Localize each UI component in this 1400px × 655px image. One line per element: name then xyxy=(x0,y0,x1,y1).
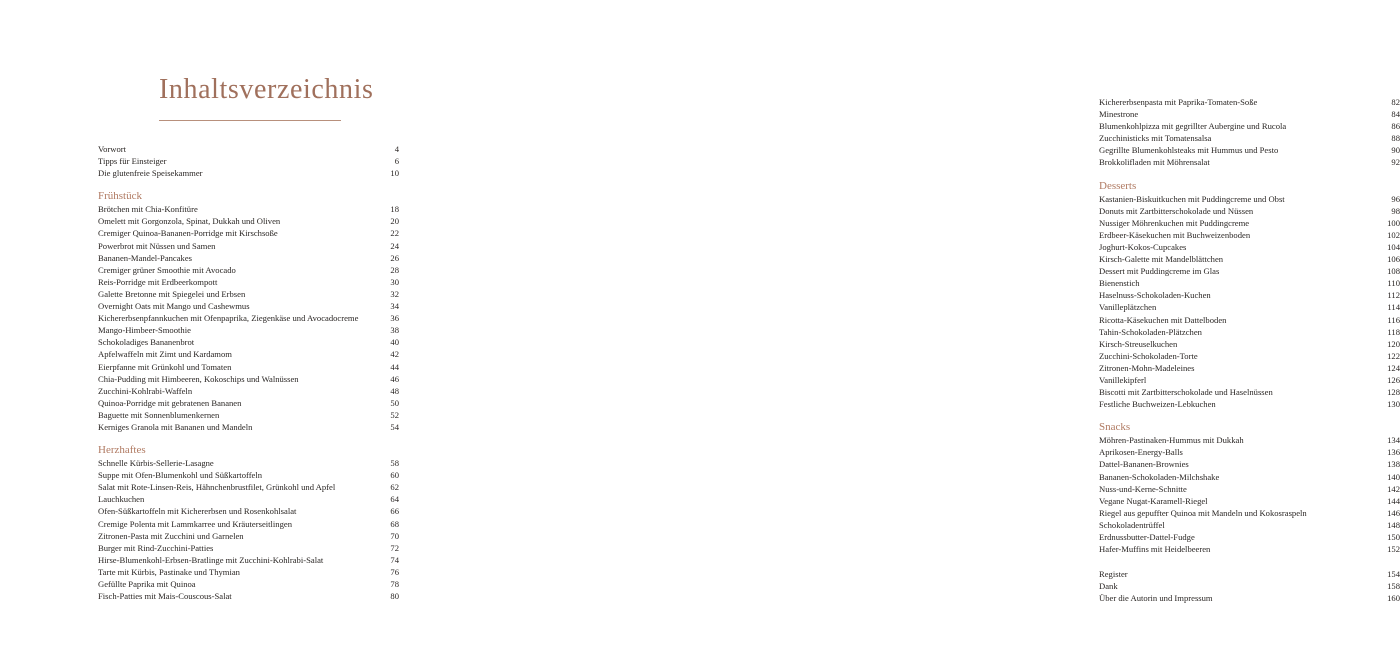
toc-entry-page-number: 58 xyxy=(390,458,399,469)
toc-entry-page-number: 78 xyxy=(390,579,399,589)
toc-entry-page-number: 92 xyxy=(1391,157,1400,168)
toc-entry xyxy=(1099,458,1400,470)
toc-entry xyxy=(98,530,399,542)
toc-entry-page-number: 66 xyxy=(390,506,399,517)
toc-entry-title: Erdbeer-Käsekuchen mit Buchweizenboden xyxy=(1099,229,1251,240)
toc-entry-page-number: 10 xyxy=(390,168,399,179)
toc-entry-page-number: 160 xyxy=(1387,593,1400,604)
toc-entry-title: Ricotta-Käsekuchen mit Dattelboden xyxy=(1099,314,1227,325)
toc-entry-page-number: 64 xyxy=(390,494,399,505)
page-title: Inhaltsverzeichnis xyxy=(159,74,374,105)
toc-entry-title: Kerniges Granola mit Bananen und Mandeln xyxy=(98,421,253,432)
toc-entry-title: Vanilleplätzchen xyxy=(1099,302,1157,313)
toc-entry-title: Dank xyxy=(1099,581,1118,592)
toc-entry xyxy=(1099,241,1400,253)
toc-entry xyxy=(98,203,399,215)
toc-entry xyxy=(98,469,399,481)
toc-entry xyxy=(1099,531,1400,543)
title-underline xyxy=(159,120,341,121)
toc-entry-page-number: 62 xyxy=(390,482,399,493)
toc-entry xyxy=(1099,326,1400,338)
intro-list xyxy=(98,143,399,179)
toc-entry-title: Powerbrot mit Nüssen und Samen xyxy=(98,240,216,251)
toc-entry xyxy=(1099,289,1400,301)
toc-entry-page-number: 102 xyxy=(1387,229,1400,240)
toc-entry xyxy=(1099,434,1400,446)
toc-entry xyxy=(1099,580,1400,592)
toc-entry-title: Zitronen-Pasta mit Zucchini und Garnelen xyxy=(98,530,244,541)
toc-entry xyxy=(1099,120,1400,132)
toc-entry xyxy=(98,361,399,373)
toc-entry-title: Lauchkuchen xyxy=(98,494,145,505)
toc-entry-page-number: 20 xyxy=(390,216,399,227)
toc-entry-page-number: 158 xyxy=(1387,581,1400,592)
toc-entry-title: Minestrone xyxy=(1099,109,1139,120)
toc-entry-page-number: 32 xyxy=(390,288,399,299)
toc-entry-page-number: 112 xyxy=(1387,290,1400,301)
toc-entry xyxy=(1099,519,1400,531)
toc-entry-page-number: 140 xyxy=(1387,471,1400,482)
toc-entry-title: Gegrillte Blumenkohlsteaks mit Hummus und Pesto xyxy=(1099,145,1279,156)
toc-entry xyxy=(1099,398,1400,410)
toc-entry-title: Chia-Pudding mit Himbeeren, Kokoschips und Walnüssen xyxy=(98,373,299,384)
toc-entry xyxy=(1099,350,1400,362)
snacks-list xyxy=(1099,434,1400,555)
toc-entry-page-number: 42 xyxy=(390,349,399,360)
toc-entry-page-number: 148 xyxy=(1387,519,1400,530)
toc-right-column xyxy=(1099,96,1400,604)
toc-entry-page-number: 34 xyxy=(390,301,399,312)
toc-entry-title: Dattel-Bananen-Brownies xyxy=(1099,459,1189,470)
toc-entry xyxy=(1099,301,1400,313)
toc-entry-title: Mango-Himbeer-Smoothie xyxy=(98,325,191,336)
toc-entry-title: Schnelle Kürbis-Sellerie-Lasagne xyxy=(98,458,214,469)
toc-entry xyxy=(1099,483,1400,495)
section-heading-herzhaftes: Herzhaftes xyxy=(98,444,146,457)
toc-entry-page-number: 142 xyxy=(1387,483,1400,494)
toc-entry-page-number: 82 xyxy=(1391,97,1400,107)
toc-entry-title: Ofen-Süßkartoffeln mit Kichererbsen und Rosenkohlsalat xyxy=(98,506,297,517)
toc-entry xyxy=(98,288,399,300)
toc-entry-page-number: 48 xyxy=(390,385,399,396)
toc-entry xyxy=(1099,144,1400,156)
toc-entry-title: Brokkolifladen mit Möhrensalat xyxy=(1099,157,1210,168)
toc-entry xyxy=(98,590,399,602)
toc-entry-title: Festliche Buchweizen-Lebkuchen xyxy=(1099,399,1216,410)
toc-entry-page-number: 130 xyxy=(1387,399,1400,410)
toc-entry-title: Quinoa-Porridge mit gebratenen Bananen xyxy=(98,397,242,408)
toc-entry xyxy=(98,240,399,252)
toc-entry xyxy=(98,336,399,348)
toc-entry-page-number: 46 xyxy=(390,373,399,384)
toc-entry xyxy=(98,566,399,578)
toc-entry-title: Bananen-Mandel-Pancakes xyxy=(98,252,193,263)
toc-entry-page-number: 134 xyxy=(1387,435,1400,446)
toc-entry-title: Gefüllte Paprika mit Quinoa xyxy=(98,579,196,589)
toc-entry-title: Kastanien-Biskuitkuchen mit Puddingcreme und Obst xyxy=(1099,193,1285,204)
toc-entry-page-number: 128 xyxy=(1387,387,1400,398)
toc-entry-title: Eierpfanne mit Grünkohl und Tomaten xyxy=(98,361,232,372)
toc-entry-title: Tahin-Schokoladen-Plätzchen xyxy=(1099,326,1202,337)
toc-entry xyxy=(1099,374,1400,386)
toc-entry-title: Suppe mit Ofen-Blumenkohl und Süßkartoffeln xyxy=(98,470,263,481)
toc-entry-page-number: 76 xyxy=(390,566,399,577)
toc-entry-title: Hirse-Blumenkohl-Erbsen-Bratlinge mit Zucchini-Kohlrabi-Salat xyxy=(98,554,324,565)
toc-entry-page-number: 36 xyxy=(390,313,399,324)
toc-entry-title: Apfelwaffeln mit Zimt und Kardamom xyxy=(98,349,232,360)
toc-entry xyxy=(1099,96,1400,108)
toc-entry-page-number: 126 xyxy=(1387,374,1400,385)
left-page xyxy=(0,0,500,655)
toc-entry xyxy=(98,505,399,517)
toc-entry xyxy=(98,312,399,324)
toc-entry-title: Riegel aus gepuffter Quinoa mit Mandeln und Kokosraspeln xyxy=(1099,507,1307,518)
toc-entry-page-number: 28 xyxy=(390,264,399,275)
toc-entry xyxy=(1099,386,1400,398)
desserts-list xyxy=(1099,193,1400,411)
toc-entry xyxy=(98,481,399,493)
toc-entry-title: Vanillekipferl xyxy=(1099,374,1147,385)
toc-entry xyxy=(1099,132,1400,144)
toc-entry-page-number: 54 xyxy=(390,421,399,432)
toc-entry-page-number: 124 xyxy=(1387,362,1400,373)
toc-entry-page-number: 44 xyxy=(390,361,399,372)
toc-entry xyxy=(1099,229,1400,241)
toc-entry-page-number: 50 xyxy=(390,397,399,408)
toc-entry-page-number: 72 xyxy=(390,542,399,553)
toc-entry xyxy=(1099,217,1400,229)
toc-entry xyxy=(1099,592,1400,604)
right-page xyxy=(500,0,1400,655)
toc-entry-page-number: 6 xyxy=(394,156,399,167)
toc-entry-page-number: 146 xyxy=(1387,507,1400,518)
toc-entry xyxy=(98,276,399,288)
herzhaftes-continued-list xyxy=(1099,96,1400,169)
toc-entry xyxy=(98,300,399,312)
toc-entry-title: Haselnuss-Schokoladen-Kuchen xyxy=(1099,290,1211,301)
toc-entry xyxy=(98,542,399,554)
toc-entry xyxy=(98,554,399,566)
toc-entry-title: Schokoladiges Bananenbrot xyxy=(98,337,195,348)
toc-entry-title: Blumenkohlpizza mit gegrillter Aubergine und Rucola xyxy=(1099,121,1287,132)
toc-entry-page-number: 40 xyxy=(390,337,399,348)
toc-entry xyxy=(1099,507,1400,519)
toc-entry-page-number: 24 xyxy=(390,240,399,251)
toc-entry-title: Kirsch-Streuselkuchen xyxy=(1099,338,1178,349)
toc-entry-page-number: 116 xyxy=(1387,314,1400,325)
toc-entry xyxy=(98,421,399,433)
toc-entry-title: Joghurt-Kokos-Cupcakes xyxy=(1099,241,1187,252)
toc-entry-title: Aprikosen-Energy-Balls xyxy=(1099,447,1183,458)
toc-entry xyxy=(98,373,399,385)
toc-entry-title: Schokoladentrüffel xyxy=(1099,519,1165,530)
toc-entry-title: Über die Autorin und Impressum xyxy=(1099,593,1213,604)
toc-entry-page-number: 68 xyxy=(390,518,399,529)
toc-entry-page-number: 118 xyxy=(1387,326,1400,337)
toc-entry-title: Vorwort xyxy=(98,144,127,154)
toc-entry-page-number: 38 xyxy=(390,325,399,336)
toc-entry-page-number: 22 xyxy=(390,228,399,239)
toc-entry xyxy=(98,227,399,239)
toc-entry-page-number: 138 xyxy=(1387,459,1400,470)
toc-entry-page-number: 86 xyxy=(1391,121,1400,132)
toc-entry-page-number: 74 xyxy=(390,554,399,565)
appendix-list xyxy=(1099,568,1400,604)
toc-entry-title: Die glutenfreie Speisekammer xyxy=(98,168,203,179)
toc-entry xyxy=(1099,108,1400,120)
toc-entry-page-number: 110 xyxy=(1387,278,1400,289)
toc-entry-page-number: 154 xyxy=(1387,569,1400,580)
toc-entry-page-number: 114 xyxy=(1387,302,1400,313)
toc-entry-title: Kichererbsenpasta mit Paprika-Tomaten-Soße xyxy=(1099,97,1258,107)
toc-entry-page-number: 98 xyxy=(1391,205,1400,216)
toc-entry-title: Overnight Oats mit Mango und Cashewmus xyxy=(98,301,250,312)
toc-entry xyxy=(98,143,399,155)
toc-entry xyxy=(1099,495,1400,507)
toc-entry-page-number: 60 xyxy=(390,470,399,481)
toc-entry-title: Vegane Nugat-Karamell-Riegel xyxy=(1099,495,1208,506)
toc-entry-title: Brötchen mit Chia-Konfitüre xyxy=(98,204,198,215)
toc-entry-page-number: 120 xyxy=(1387,338,1400,349)
toc-entry xyxy=(1099,156,1400,168)
toc-entry xyxy=(98,167,399,179)
toc-entry-page-number: 100 xyxy=(1387,217,1400,228)
toc-entry-title: Zucchini-Schokoladen-Torte xyxy=(1099,350,1198,361)
toc-entry-page-number: 90 xyxy=(1391,145,1400,156)
toc-entry-page-number: 106 xyxy=(1387,254,1400,265)
toc-entry-title: Cremiger Quinoa-Bananen-Porridge mit Kirschsoße xyxy=(98,228,278,239)
toc-entry-title: Erdnussbutter-Dattel-Fudge xyxy=(1099,532,1195,542)
toc-entry-title: Zucchinisticks mit Tomatensalsa xyxy=(1099,133,1212,144)
toc-entry-title: Kirsch-Galette mit Mandelblättchen xyxy=(1099,254,1224,265)
toc-entry-page-number: 70 xyxy=(390,530,399,541)
toc-entry-title: Fisch-Patties mit Mais-Couscous-Salat xyxy=(98,591,232,602)
toc-entry-page-number: 30 xyxy=(390,276,399,287)
toc-entry-page-number: 152 xyxy=(1387,544,1400,555)
toc-entry-title: Bienenstich xyxy=(1099,278,1140,289)
toc-entry xyxy=(98,578,399,590)
toc-entry-title: Register xyxy=(1099,569,1128,580)
toc-entry xyxy=(1099,193,1400,205)
toc-entry-page-number: 96 xyxy=(1391,193,1400,204)
toc-entry xyxy=(1099,568,1400,580)
toc-entry-page-number: 104 xyxy=(1387,241,1400,252)
toc-entry-title: Cremige Polenta mit Lammkarree und Kräuterseitlingen xyxy=(98,518,293,529)
toc-entry xyxy=(98,518,399,530)
toc-left-column xyxy=(98,143,399,602)
toc-entry-page-number: 80 xyxy=(390,591,399,602)
toc-entry-page-number: 26 xyxy=(390,252,399,263)
toc-entry xyxy=(98,397,399,409)
toc-entry-title: Cremiger grüner Smoothie mit Avocado xyxy=(98,264,236,275)
toc-entry-title: Hafer-Muffins mit Heidelbeeren xyxy=(1099,544,1211,555)
toc-entry-page-number: 136 xyxy=(1387,447,1400,458)
toc-entry xyxy=(98,264,399,276)
toc-entry xyxy=(1099,314,1400,326)
toc-entry xyxy=(1099,253,1400,265)
toc-entry-title: Donuts mit Zartbitterschokolade und Nüssen xyxy=(1099,205,1254,216)
toc-entry-page-number: 4 xyxy=(394,144,399,154)
toc-entry-title: Möhren-Pastinaken-Hummus mit Dukkah xyxy=(1099,435,1244,446)
toc-entry xyxy=(1099,205,1400,217)
toc-entry-title: Zitronen-Mohn-Madeleines xyxy=(1099,362,1195,373)
toc-entry-page-number: 84 xyxy=(1391,109,1400,120)
toc-entry xyxy=(98,493,399,505)
toc-entry xyxy=(98,252,399,264)
toc-entry-title: Bananen-Schokoladen-Milchshake xyxy=(1099,471,1220,482)
toc-entry xyxy=(1099,277,1400,289)
toc-entry-title: Dessert mit Puddingcreme im Glas xyxy=(1099,266,1220,277)
toc-entry-page-number: 52 xyxy=(390,409,399,420)
toc-entry-title: Baguette mit Sonnenblumenkernen xyxy=(98,409,220,420)
toc-entry-page-number: 88 xyxy=(1391,133,1400,144)
toc-entry xyxy=(1099,362,1400,374)
fruehstueck-list xyxy=(98,203,399,433)
toc-entry-title: Reis-Porridge mit Erdbeerkompott xyxy=(98,276,218,287)
toc-entry-title: Galette Bretonne mit Spiegelei und Erbsen xyxy=(98,288,246,299)
section-heading-fruehstueck: Frühstück xyxy=(98,190,142,203)
toc-entry xyxy=(1099,543,1400,555)
toc-entry xyxy=(1099,446,1400,458)
toc-entry xyxy=(98,348,399,360)
toc-entry xyxy=(1099,471,1400,483)
toc-entry-title: Zucchini-Kohlrabi-Waffeln xyxy=(98,385,193,396)
toc-entry-title: Kichererbsenpfannkuchen mit Ofenpaprika, Ziegenkäse und Avocadocreme xyxy=(98,313,359,324)
toc-entry-page-number: 18 xyxy=(390,204,399,215)
toc-entry-title: Biscotti mit Zartbitterschokolade und Haselnüssen xyxy=(1099,387,1273,398)
toc-entry-title: Salat mit Rote-Linsen-Reis, Hähnchenbrustfilet, Grünkohl und Apfel xyxy=(98,482,336,493)
herzhaftes-list xyxy=(98,457,399,602)
toc-entry-title: Nussiger Möhrenkuchen mit Puddingcreme xyxy=(1099,217,1250,228)
toc-entry-page-number: 108 xyxy=(1387,266,1400,277)
section-heading-desserts: Desserts xyxy=(1099,179,1137,192)
toc-entry-title: Tipps für Einsteiger xyxy=(98,156,167,167)
toc-entry xyxy=(98,324,399,336)
toc-entry-title: Tarte mit Kürbis, Pastinake und Thymian xyxy=(98,566,240,577)
toc-entry-title: Nuss-und-Kerne-Schnitte xyxy=(1099,483,1187,494)
toc-entry xyxy=(1099,338,1400,350)
toc-entry xyxy=(98,385,399,397)
toc-entry xyxy=(98,215,399,227)
toc-entry-title: Omelett mit Gorgonzola, Spinat, Dukkah und Oliven xyxy=(98,216,281,227)
section-heading-snacks: Snacks xyxy=(1099,421,1131,434)
toc-entry-page-number: 122 xyxy=(1387,350,1400,361)
toc-entry xyxy=(98,409,399,421)
toc-entry xyxy=(1099,265,1400,277)
toc-entry-page-number: 144 xyxy=(1387,495,1400,506)
toc-entry-page-number: 150 xyxy=(1387,532,1400,542)
toc-entry xyxy=(98,155,399,167)
toc-entry xyxy=(98,457,399,469)
toc-entry-title: Burger mit Rind-Zucchini-Patties xyxy=(98,542,214,553)
